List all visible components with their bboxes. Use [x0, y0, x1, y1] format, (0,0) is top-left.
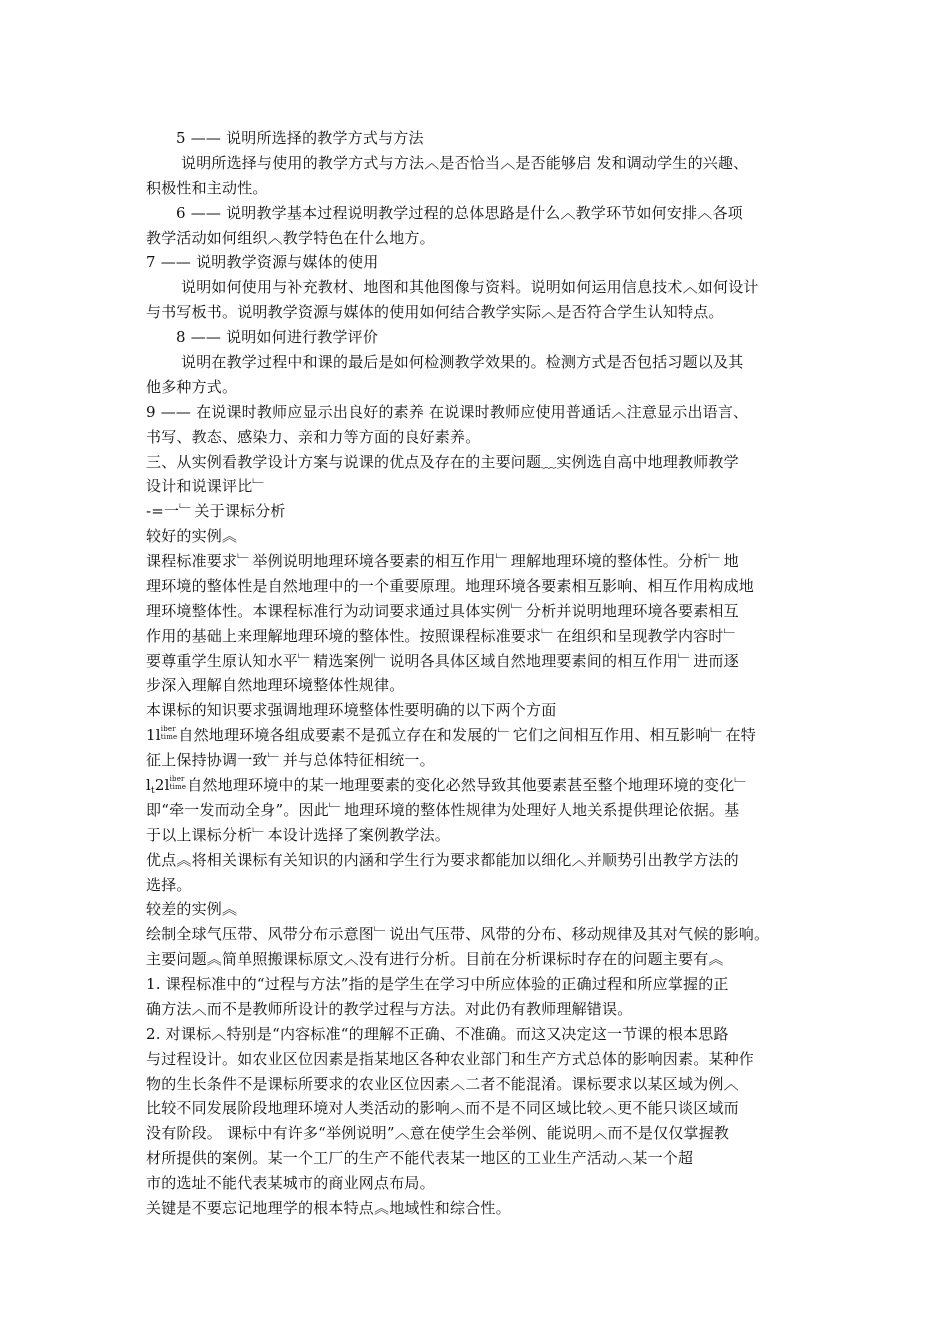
paragraph-line: 与过程设计。如农业区位因素是指某地区各种农业部门和生产方式总体的影响因素。某种作 — [146, 1050, 755, 1068]
paragraph-line: 说明如何使用与补充教材、地图和其他图像与资料。说明如何运用信息技术︿如何设计 — [181, 278, 759, 296]
heading-8: 8 —— 说明如何进行教学评价 — [176, 328, 379, 346]
paragraph-line: 材所提供的案例。某一个工厂的生产不能代表某一地区的工业生产活动︿某一个超 — [146, 1149, 694, 1167]
paragraph-line: 于以上课标分析﹂本设计选择了案例教学法。 — [146, 826, 451, 844]
paragraph-line: 要尊重学生原认知水平﹂精选案例﹂说明各具体区域自然地理要素间的相互作用﹂进而逐 — [146, 652, 739, 670]
paragraph-line: 征上保持协调一致﹂并与总体特征相统一。 — [146, 751, 435, 769]
paragraph-line: 步深入理解自然地理环境整体性规律。 — [146, 676, 405, 694]
subsection-heading: -=一﹂关于课标分析 — [146, 502, 286, 520]
list-item-2: $l_t2l$ iber time 自然地理环境中的某一地理要素的变化必然导致其他要素甚至整个地理环境的变化﹂ — [146, 775, 750, 796]
heading-7: 7 —— 说明教学资源与媒体的使用 — [146, 253, 379, 271]
paragraph-line: 他多种方式。 — [146, 378, 238, 396]
paragraph-line: 积极性和主动性。 — [146, 179, 268, 197]
paragraph-line: 优点︽将相关课标有关知识的内涵和学生行为要求都能加以细化︿并顺势引出教学方法的 — [146, 851, 739, 869]
paragraph-line: 关键是不要忘记地理学的根本特点︽地域性和综合性。 — [146, 1199, 511, 1217]
paragraph-line: 本课标的知识要求强调地理环境整体性要明确的以下两个方面 — [146, 701, 557, 719]
list-marker-2: $l_t2l$ iber time — [146, 775, 187, 796]
paragraph-line: 教学活动如何组织︿教学特色在什么地方。 — [146, 229, 435, 247]
paragraph-line: 理环境的整体性是自然地理中的一个重要原理。地理环境各要素相互影响、相互作用构成地 — [146, 577, 755, 595]
paragraph-line: 绘制全球气压带、风带分布示意图﹂说出气压带、风带的分布、移动规律及其对气候的影响。 — [146, 925, 770, 943]
numbered-item-2: 2. 对课标︿特别是“内容标准“的理解不正确、不准确。而这又决定这一节课的根本思路 — [146, 1025, 729, 1043]
paragraph-line: 市的选址不能代表某城市的商业网点布局。 — [146, 1174, 435, 1192]
paragraph-line: 理环境整体性。本课程标准行为动词要求通过具体实例﹂分析并说明地理环境各要素相互 — [146, 602, 739, 620]
heading-5: 5 —— 说明所选择的教学方式与方法 — [176, 129, 424, 147]
paragraph-line: 比较不同发展阶段地理环境对人类活动的影响︿而不是不同区域比较︿更不能只谈区域而 — [146, 1099, 739, 1117]
paragraph-line: 作用的基础上来理解地理环境的整体性。按照课程标准要求﹂在组织和呈现教学内容时﹂ — [146, 627, 739, 645]
label-good-example: 较好的实例︽ — [146, 527, 238, 545]
paragraph-line: 即“牵一发而动全身”。因此﹂地理环境的整体性规律为处理好人地关系提供理论依据。基 — [146, 801, 740, 819]
paragraph-line: 说明所选择与使用的教学方式与方法︿是否恰当︿是否能够启 发和调动学生的兴趣、 — [181, 154, 749, 172]
label-bad-example: 较差的实例︽ — [146, 900, 238, 918]
paragraph-line: 选择。 — [146, 876, 192, 894]
section-heading-3: 三、从实例看教学设计方案与说课的优点及存在的主要问题﹏实例选自高中地理教师教学 — [146, 453, 739, 471]
list-marker-1: 1l iber time — [146, 725, 178, 744]
heading-9: 9 —— 在说课时教师应显示出良好的素养 在说课时教师应使用普通话︿注意显示出语言、 — [146, 403, 749, 421]
paragraph-line: 物的生长条件不是课标所要求的农业区位因素︿二者不能混淆。课标要求以某区域为例︿ — [146, 1075, 739, 1093]
paragraph-line: 设计和说课评比﹂ — [146, 477, 268, 495]
paragraph-line: 说明在教学过程中和课的最后是如何检测教学效果的。检测方式是否包括习题以及其 — [181, 353, 744, 371]
list-item-1: 1l iber time 自然地理环境各组成要素不是孤立存在和发展的﹂它们之间相互作用、相互影响﹂在特 — [146, 725, 756, 744]
numbered-item-1: 1. 课程标准中的“过程与方法”指的是学生在学习中所应体验的正确过程和所应掌握的正 — [146, 975, 729, 993]
paragraph-line: 与书写板书。说明教学资源与媒体的使用如何结合教学实际︿是否符合学生认知特点。 — [146, 303, 724, 321]
heading-6: 6 —— 说明教学基本过程说明教学过程的总体思路是什么︿教学环节如何安排︿各项 — [176, 204, 743, 222]
paragraph-line: 确方法︿而不是教师所设计的教学过程与方法。对此仍有教师理解错误。 — [146, 1000, 633, 1018]
paragraph-line: 主要问题︽简单照搬课标原文︿没有进行分析。目前在分析课标时存在的问题主要有︽ — [146, 950, 724, 968]
paragraph-line: 书写、教态、感染力、亲和力等方面的良好素养。 — [146, 428, 481, 446]
paragraph-line: 课程标准要求﹂举例说明地理环境各要素的相互作用﹂理解地理环境的整体性。分析﹂地 — [146, 552, 739, 570]
paragraph-line: 没有阶段。 课标中有许多“举例说明”︿意在使学生会举例、能说明︿而不是仅仅掌握教 — [146, 1124, 730, 1142]
